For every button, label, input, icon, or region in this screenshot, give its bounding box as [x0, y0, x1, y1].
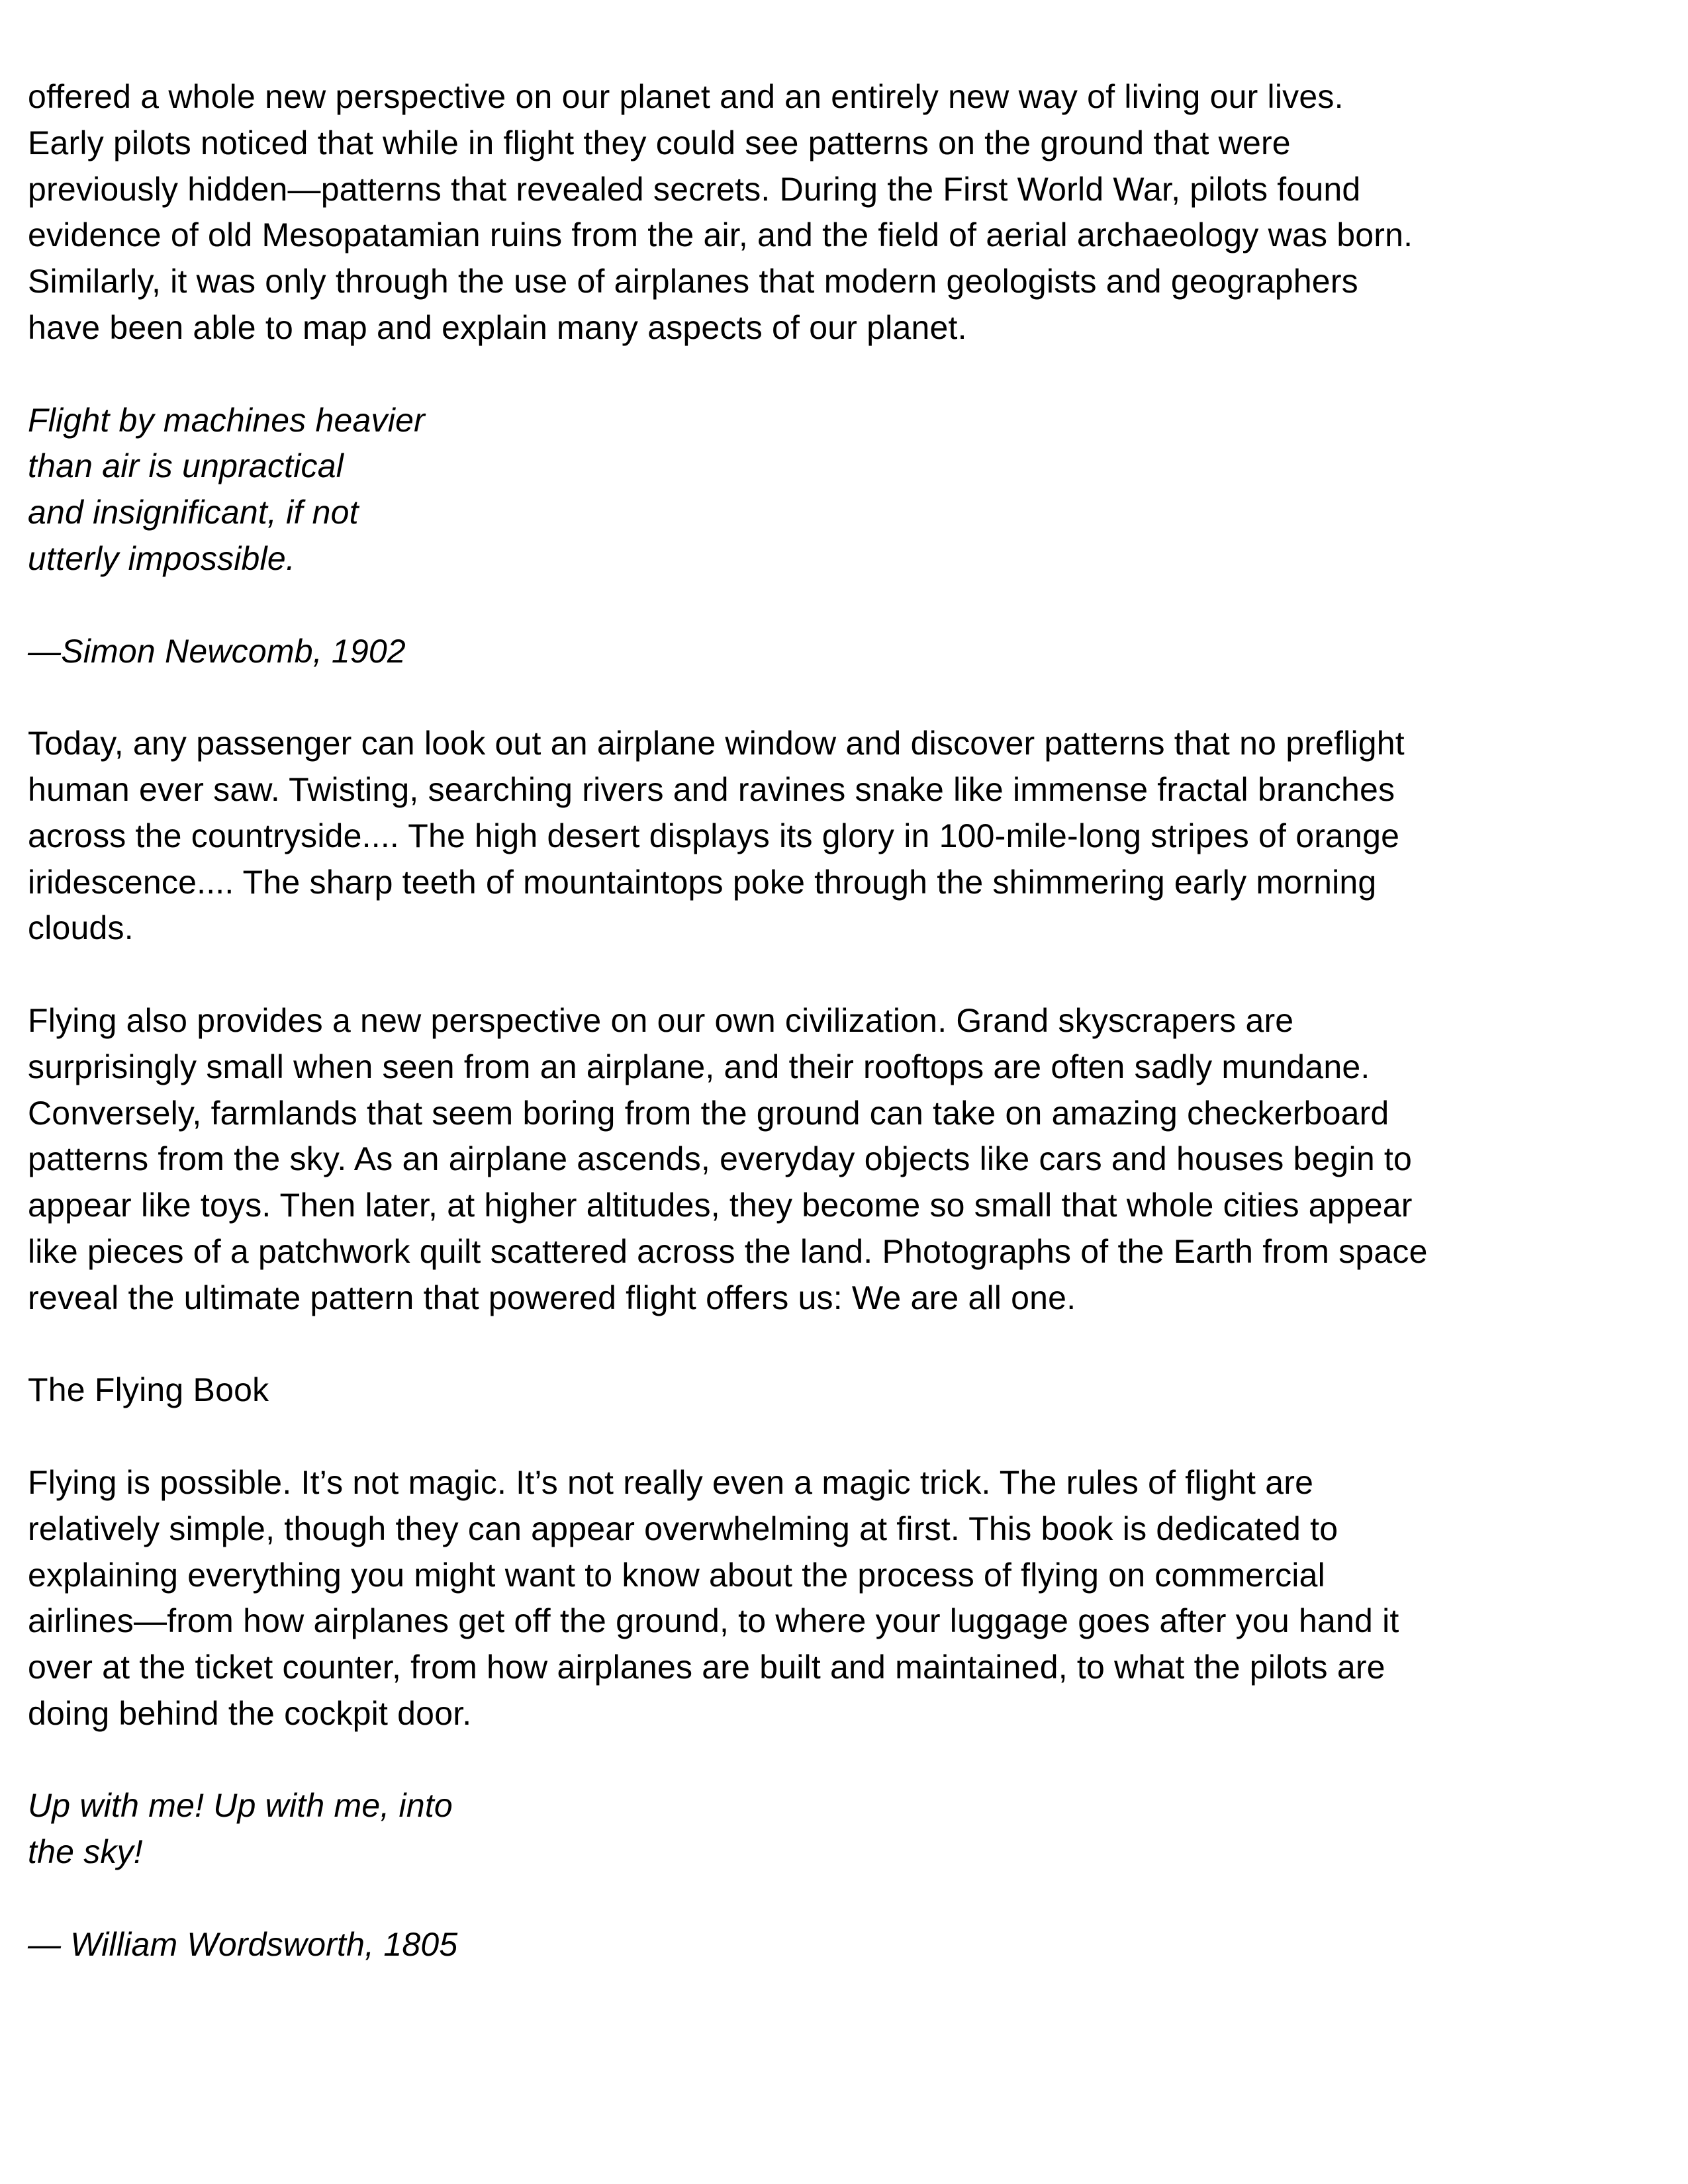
text-line: airlines—from how airplanes get off the ground, to where your luggage goes after you hand it: [28, 1602, 1399, 1640]
civilization-paragraph: [28, 998, 1656, 1322]
newcomb-attribution: [28, 629, 1656, 675]
text-line: doing behind the cockpit door.: [28, 1694, 472, 1732]
quote-line: than air is unpractical: [28, 447, 344, 485]
text-line: relatively simple, though they can appear overwhelming at first. This book is dedicated to: [28, 1510, 1338, 1547]
text-line: Early pilots noticed that while in flight they could see patterns on the ground that were: [28, 124, 1291, 161]
wordsworth-attribution: [28, 1922, 1656, 1968]
text-line: Similarly, it was only through the use of airplanes that modern geologists and geographers: [28, 263, 1358, 300]
text-line: over at the ticket counter, from how airplanes are built and maintained, to what the pilots are: [28, 1649, 1385, 1686]
text-line: Flying also provides a new perspective on our own civilization. Grand skyscrapers are: [28, 1001, 1294, 1039]
text-line: like pieces of a patchwork quilt scattered across the land. Photographs of the Earth from space: [28, 1232, 1428, 1270]
quote-attribution: —Simon Newcomb, 1902: [28, 632, 406, 670]
text-line: offered a whole new perspective on our planet and an entirely new way of living our lives.: [28, 78, 1344, 115]
intro-paragraph: [28, 74, 1656, 351]
text-line: patterns from the sky. As an airplane ascends, everyday objects like cars and houses begin to: [28, 1140, 1413, 1178]
newcomb-quote: [28, 398, 1656, 582]
text-line: previously hidden—patterns that revealed secrets. During the First World War, pilots found: [28, 170, 1361, 208]
document-page: [28, 74, 1656, 2014]
quote-attribution: — William Wordsworth, 1805: [28, 1925, 458, 1963]
text-line: evidence of old Mesopatamian ruins from the air, and the field of aerial archaeology was born.: [28, 216, 1413, 254]
section-heading: The Flying Book: [28, 1371, 269, 1409]
text-line: appear like toys. Then later, at higher altitudes, they become so small that whole cities appear: [28, 1187, 1413, 1224]
quote-line: utterly impossible.: [28, 539, 295, 577]
text-line: across the countryside.... The high desert displays its glory in 100-mile-long stripes of orange: [28, 817, 1400, 854]
quote-line: and insignificant, if not: [28, 494, 359, 531]
patterns-paragraph: [28, 721, 1656, 952]
text-line: human ever saw. Twisting, searching rivers and ravines snake like immense fractal branches: [28, 770, 1395, 808]
text-line: Flying is possible. It’s not magic. It’s not really even a magic trick. The rules of flight are: [28, 1463, 1314, 1501]
text-line: clouds.: [28, 909, 134, 947]
flying-book-paragraph: [28, 1460, 1656, 1737]
text-line: explaining everything you might want to know about the process of flying on commercial: [28, 1556, 1325, 1594]
text-line: iridescence.... The sharp teeth of mountaintops poke through the shimmering early morning: [28, 863, 1377, 901]
quote-line: the sky!: [28, 1833, 143, 1871]
quote-line: Up with me! Up with me, into: [28, 1787, 453, 1825]
text-line: have been able to map and explain many aspects of our planet.: [28, 308, 967, 346]
text-line: Today, any passenger can look out an airplane window and discover patterns that no preflight: [28, 725, 1405, 762]
quote-line: Flight by machines heavier: [28, 401, 425, 439]
wordsworth-quote: [28, 1783, 1656, 1876]
text-line: Conversely, farmlands that seem boring from the ground can take on amazing checkerboard: [28, 1094, 1389, 1132]
text-line: surprisingly small when seen from an airplane, and their rooftops are often sadly mundane.: [28, 1048, 1370, 1085]
text-line: reveal the ultimate pattern that powered flight offers us: We are all one.: [28, 1279, 1076, 1316]
